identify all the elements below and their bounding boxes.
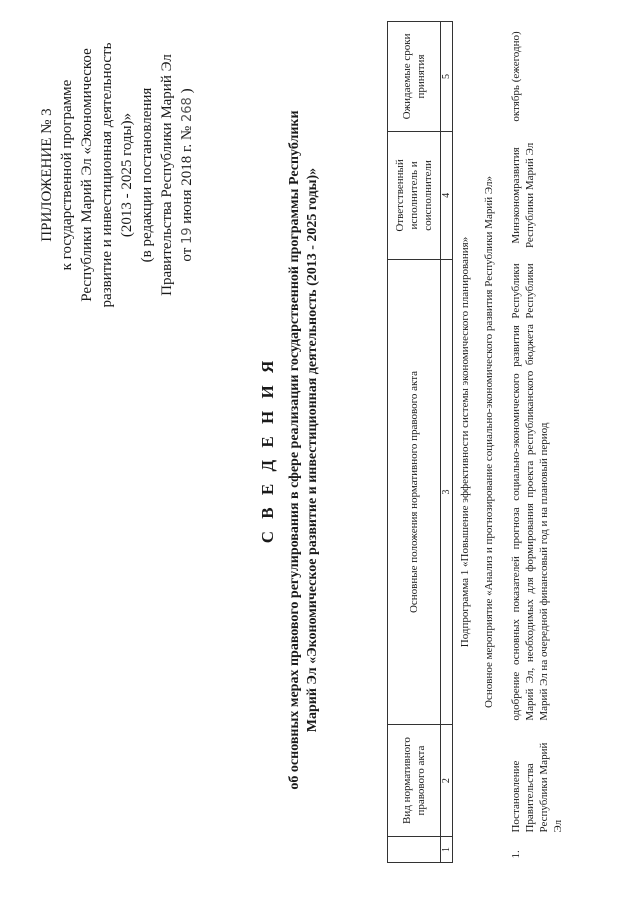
appendix-line: развитие и инвестиционная деятельность (99, 42, 115, 308)
appendix-line: Республики Марий Эл «Экономическое (79, 48, 95, 302)
header-cell-number (388, 837, 441, 863)
appendix-line: к государственной программе (59, 79, 75, 271)
date-day: 19 (180, 227, 195, 244)
date-suffix: ) (179, 88, 195, 94)
appendix-line: (в редакции постановления (139, 87, 155, 263)
date-prefix: от (179, 247, 195, 262)
table-header-row (388, 22, 441, 863)
main-activity-title: Основное мероприятие «Анализ и прогнозирование социально-экономического развития Республики Марий Эл» (483, 176, 495, 708)
appendix-block (37, 25, 198, 325)
appendix-line: Правительства Республики Марий Эл (159, 54, 175, 296)
appendix-date-line (177, 25, 198, 325)
column-number: 3 (441, 259, 453, 724)
row-act-type: Постановление Правительства Республики Марий Эл (510, 742, 564, 833)
column-number: 5 (441, 22, 453, 132)
document-subtitle-line-2: Марий Эл «Экономическое развитие и инвестиционная деятельность (2013 - 2025 годы)» (305, 167, 320, 733)
header-cell-deadline: Ожидаемые сроки принятия (388, 22, 441, 132)
column-number: 2 (441, 725, 453, 837)
row-number: 1. (510, 850, 522, 859)
column-number-row (441, 22, 453, 863)
column-number: 1 (441, 837, 453, 863)
row-executor: Минэкономразвития Республики Марий Эл (510, 142, 536, 249)
document-page (22, 15, 622, 885)
appendix-line: ПРИЛОЖЕНИЕ № 3 (39, 108, 55, 242)
subprogram-title: Подпрограмма 1 «Повышение эффективности системы экономического планирования» (453, 22, 478, 863)
column-number: 4 (441, 131, 453, 259)
main-activity-row (477, 22, 501, 863)
date-month-year: июня 2018 г. № (179, 125, 195, 224)
header-cell-act-type: Вид нормативного правового акта (388, 725, 441, 837)
table-row (501, 22, 568, 863)
row-provisions: одобрение основных показателей прогноза социально-экономического развития Республики Марий Эл, необходимых для формирования проекта республиканского бюджета Республики Марий Эл на очередной финансовый год и на плановый период (510, 263, 550, 721)
subprogram-row (453, 22, 478, 863)
document-subtitle-line-1: об основных мерах правового регулирования в сфере реализации государственной программы Республики (287, 110, 302, 790)
document-heading (258, 55, 322, 845)
header-cell-executor: Ответственный исполнитель и соисполнители (388, 131, 441, 259)
measures-table (387, 21, 568, 863)
date-number: 268 (180, 97, 195, 122)
row-deadline: октябрь (ежегодно) (510, 31, 522, 122)
appendix-line: (2013 - 2025 годы)» (119, 112, 135, 238)
header-cell-provisions: Основные положения нормативного правового акта (388, 259, 441, 724)
document-title: С В Е Д Е Н И Я (258, 356, 277, 544)
